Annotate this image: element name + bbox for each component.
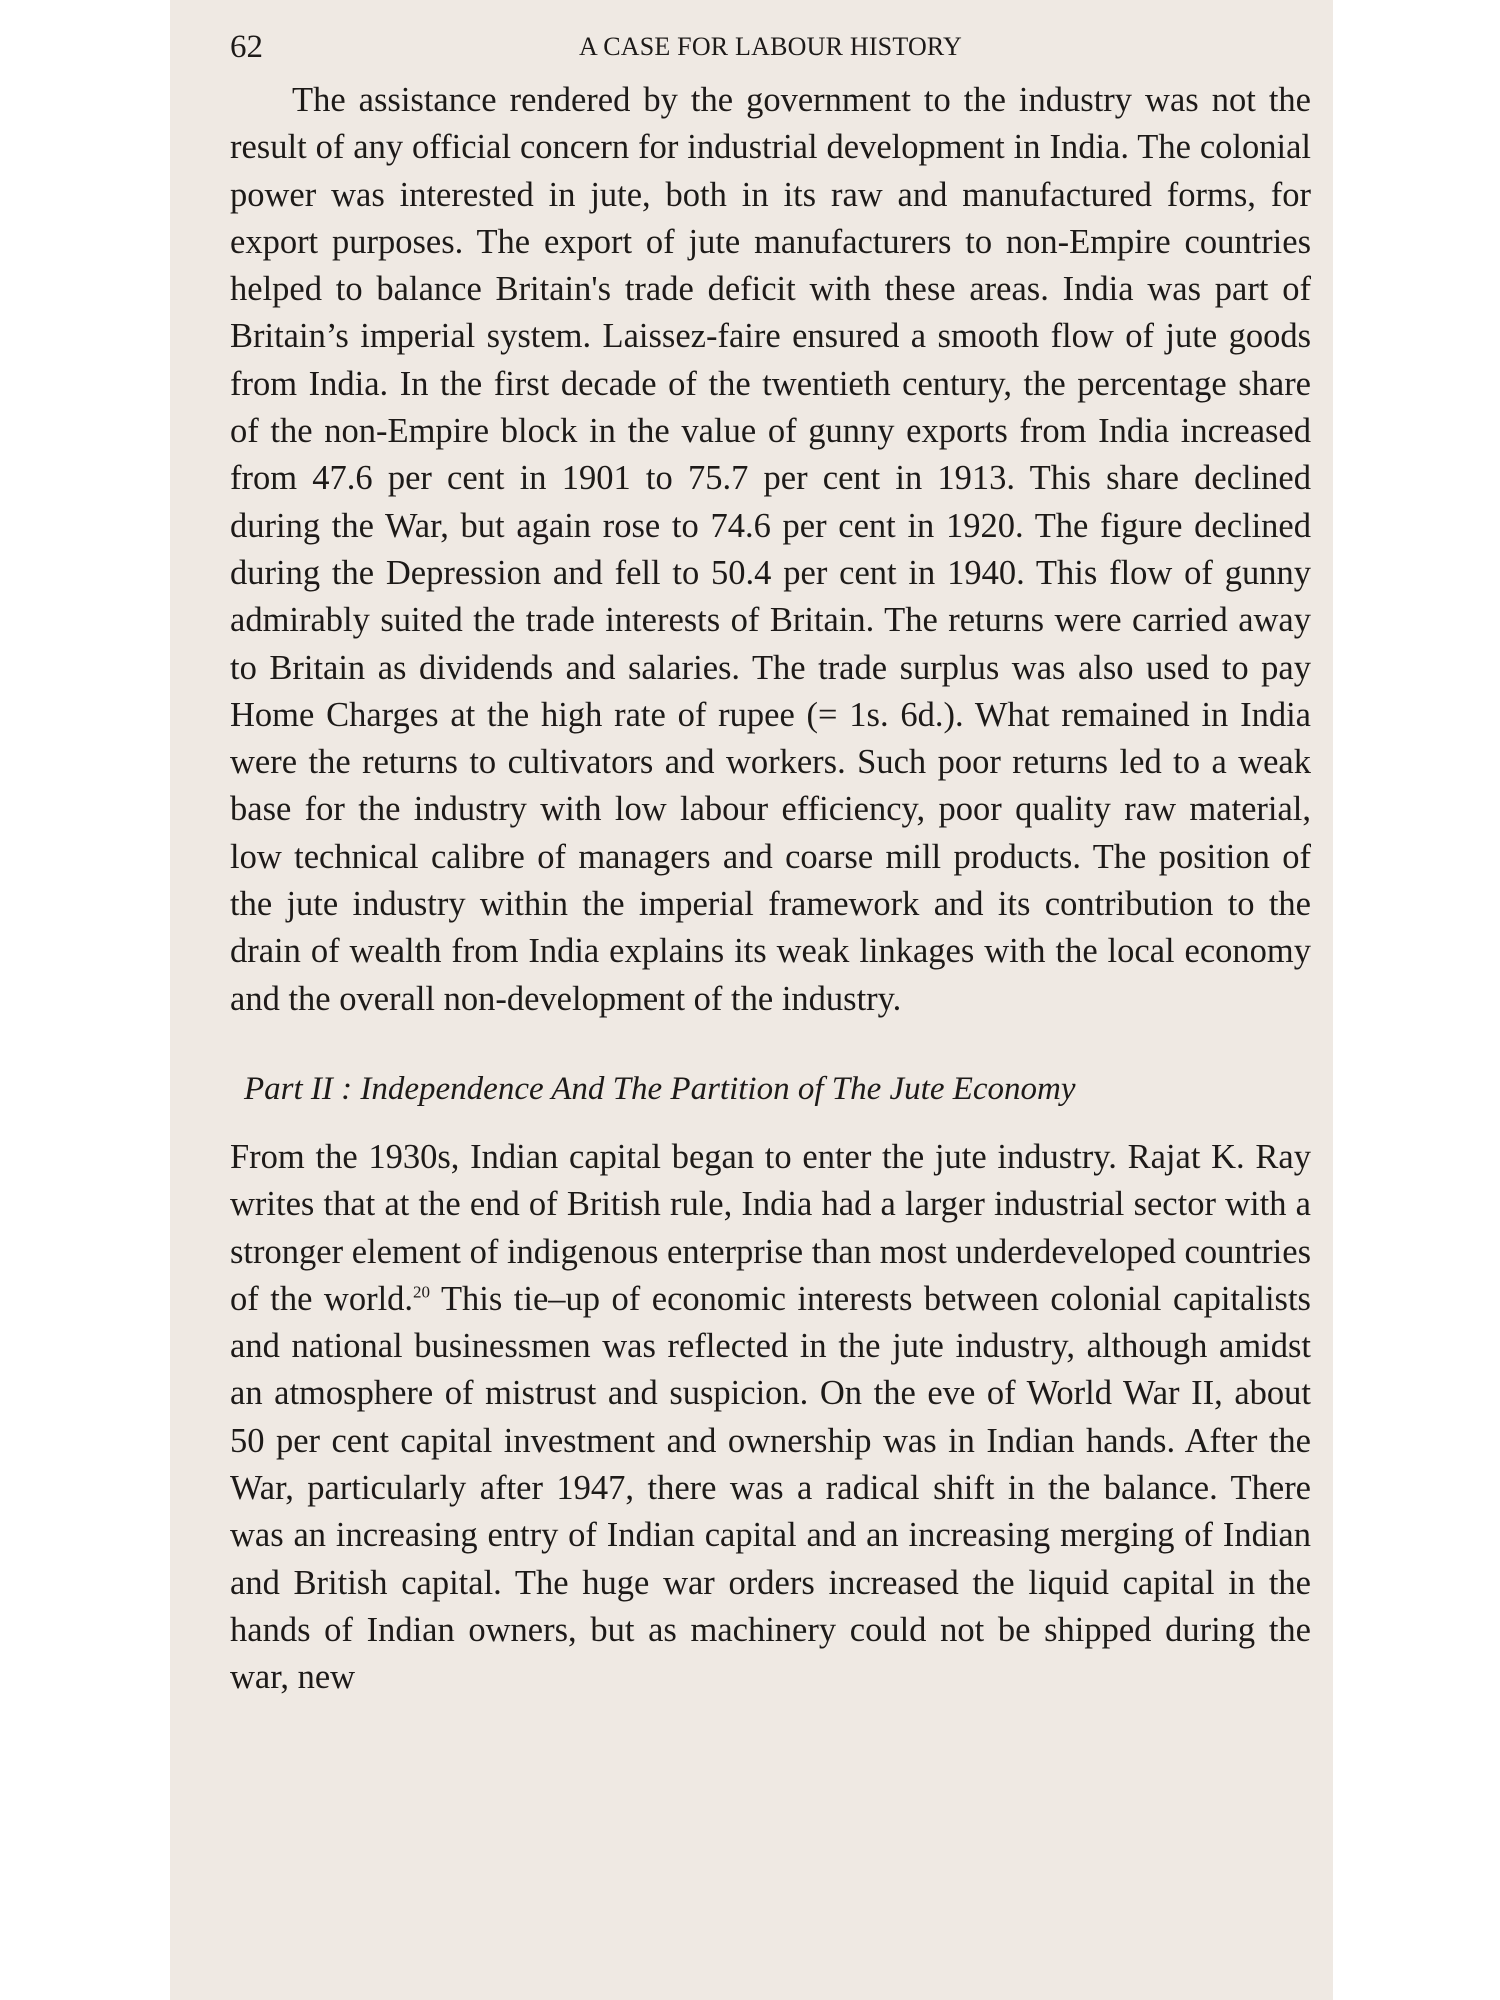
footnote-reference[interactable]: 20: [413, 1282, 431, 1302]
page-number: 62: [230, 29, 263, 65]
running-head: [230, 27, 1311, 77]
body-paragraph-1: The assistance rendered by the government to the industry was not the result of any official concern for industrial development in India. The colonial power was interested in jute, both in its raw and manufactured forms, for export purposes. The export of jute manufacturers to non-Empire countries helped to balance Britain's trade deficit with these areas. India was part of Britain’s imperial system. Laissez-faire ensured a smooth flow of jute goods from India. In the first decade of the twentieth century, the percentage share of the non-Empire block in the value of gunny exports from India increased from 47.6 per cent in 1901 to 75.7 per cent in 1913. This share declined during the War, but again rose to 74.6 per cent in 1920. The figure declined during the Depression and fell to 50.4 per cent in 1940. This flow of gunny admirably suited the trade interests of Britain. The returns were carried away to Britain as dividends and salaries. The trade surplus was also used to pay Home Charges at the high rate of rupee (= 1s. 6d.). What remained in India were the returns to cultivators and workers. Such poor returns led to a weak base for the industry with low labour efficiency, poor quality raw material, low technical calibre of managers and coarse mill products. The position of the jute industry within the imperial framework and its contribution to the drain of wealth from India explains its weak linkages with the local economy and the overall non-development of the industry.: [230, 81, 1311, 1018]
paragraph-text-part-2: This tie–up of economic interests between colonial capitalists and national businessmen was reflected in the jute industry, although amidst an atmosphere of mistrust and suspicion. On the eve of World War II, about 50 per cent capital investment and ownership was in Indian hands. After the War, particularly after 1947, there was a radical shift in the balance. There was an increasing entry of Indian capital and an increasing merging of Indian and British capital. The huge war orders increased the liquid capital in the hands of Indian owners, but as machinery could not be shipped during the war, new: [230, 1279, 1311, 1697]
section-heading: Part II : Independence And The Partition of The Jute Economy: [244, 1070, 1076, 1107]
book-title: A CASE FOR LABOUR HISTORY: [578, 32, 963, 61]
book-page: [170, 0, 1333, 2000]
paragraph-text-part-1: From the 1930s, Indian capital began to enter the jute industry. Rajat K. Ray writes that at the end of British rule, India had a larger industrial sector with a stronger element of indigenous enterprise than most underdeveloped countries of the world.: [230, 1137, 1311, 1318]
body-paragraph-2: [230, 1134, 1311, 1702]
